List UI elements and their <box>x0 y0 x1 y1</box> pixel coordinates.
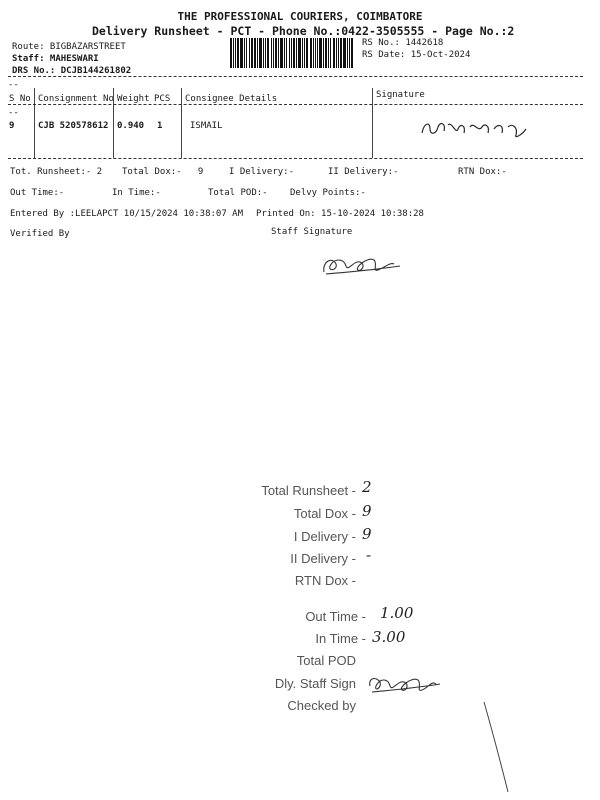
row-weight: 0.940 <box>117 121 145 131</box>
company-title: THE PROFESSIONAL COURIERS, COIMBATORE <box>177 10 423 23</box>
barcode-bar <box>338 38 339 68</box>
barcode-bar <box>319 38 322 68</box>
barcode-bar <box>333 38 335 68</box>
barcode-bar <box>257 38 258 68</box>
barcode-bar <box>275 38 277 68</box>
stamp-ii-delivery: II Delivery - <box>290 551 356 566</box>
ii-delivery: II Delivery:- <box>328 167 399 177</box>
barcode-bar <box>323 38 324 68</box>
col-divider <box>113 88 114 158</box>
stamp-value: - <box>366 546 372 564</box>
route-label: Route: BIGBAZARSTREET <box>12 42 126 52</box>
in-time: In Time:- <box>112 188 161 198</box>
verified-by: Verified By <box>10 229 70 239</box>
divider <box>8 104 583 105</box>
barcode-bar <box>293 38 295 68</box>
barcode-bar <box>317 38 318 68</box>
total-dox: Total Dox:- 9 <box>122 167 204 177</box>
col-signature: Signature <box>376 90 425 100</box>
stamp-total-pod: Total POD <box>296 653 356 668</box>
barcode-bar <box>265 38 266 68</box>
barcode-bar <box>278 38 279 68</box>
rtn-dox: RTN Dox:- <box>458 167 507 177</box>
barcode-bar <box>325 38 327 68</box>
stamp-value: 1.00 <box>380 604 414 622</box>
barcode-bar <box>313 38 314 68</box>
barcode-bar <box>289 38 290 68</box>
stamp-rtn-dox: RTN Dox - <box>294 573 356 588</box>
dash-mark: -- <box>8 108 19 118</box>
barcode-bar <box>349 38 350 68</box>
col-pcs: PCS <box>154 94 171 104</box>
rs-number: RS No.: 1442618 <box>362 38 444 48</box>
barcode-bar <box>246 38 247 68</box>
delvy-points: Delvy Points:- <box>290 188 366 198</box>
drs-number: DRS No.: DCJB144261802 <box>12 66 132 76</box>
stamp-signature <box>366 670 446 698</box>
col-consignment: Consignment No <box>38 94 114 104</box>
stamp-value: 3.00 <box>372 628 406 646</box>
barcode-bar <box>251 38 253 68</box>
barcode-bar <box>298 38 301 68</box>
total-pod: Total POD:- <box>208 188 268 198</box>
stamp-staff-sign: Dly. Staff Sign <box>274 676 356 691</box>
scan-mark <box>482 700 512 795</box>
row-pcs: 1 <box>157 121 163 131</box>
staff-signature-label: Staff Signature <box>271 227 353 237</box>
barcode-bar <box>296 38 297 68</box>
stamp-i-delivery: I Delivery - <box>293 529 356 544</box>
barcode-bar <box>286 38 287 68</box>
barcode-bar <box>240 38 243 68</box>
barcode-bar <box>263 38 264 68</box>
row-consignment: CJB 520578612 <box>38 121 109 131</box>
col-weight: Weight <box>117 94 150 104</box>
row-sno: 9 <box>9 121 15 131</box>
barcode-bar <box>328 38 329 68</box>
barcode <box>230 38 354 68</box>
divider <box>8 158 583 159</box>
barcode-bar <box>330 38 331 68</box>
col-consignee: Consignee Details <box>185 94 278 104</box>
barcode-bar <box>259 38 262 68</box>
runsheet-subtitle: Delivery Runsheet - PCT - Phone No.:0422-3505555 - Page No.:2 <box>92 24 515 38</box>
barcode-bar <box>237 38 239 68</box>
tot-runsheet: Tot. Runsheet:- 2 <box>10 167 103 177</box>
staff-signature <box>318 248 408 278</box>
stamp-value: 9 <box>362 502 372 520</box>
col-divider <box>34 88 35 158</box>
stamp-value: 9 <box>362 525 372 543</box>
barcode-bar <box>302 38 303 68</box>
barcode-bar <box>249 38 250 68</box>
barcode-bar <box>235 38 236 68</box>
col-sno: S No <box>9 94 31 104</box>
barcode-bar <box>291 38 292 68</box>
barcode-bar <box>233 38 234 68</box>
barcode-bar <box>306 38 308 68</box>
col-divider <box>181 88 182 158</box>
row-consignee: ISMAIL <box>190 121 223 131</box>
out-time: Out Time:- <box>10 188 65 198</box>
stamp-total-dox: Total Dox - <box>293 506 356 521</box>
rs-date: RS Date: 15-Oct-2024 <box>362 50 471 60</box>
col-divider <box>372 88 373 158</box>
stamp-in-time: In Time - <box>315 631 366 646</box>
staff-label: Staff: MAHESWARI <box>12 54 99 64</box>
entered-by: Entered By :LEELAPCT 10/15/2024 10:38:07 AM <box>10 209 243 219</box>
barcode-bar <box>284 38 286 68</box>
barcode-bar <box>304 38 305 68</box>
barcode-bar <box>244 38 245 68</box>
dash-mark: -- <box>8 80 19 90</box>
stamp-value: 2 <box>362 478 372 496</box>
barcode-bar <box>273 38 274 68</box>
barcode-bar <box>230 38 232 68</box>
printed-on: Printed On: 15-10-2024 10:38:28 <box>256 209 424 219</box>
barcode-bar <box>254 38 256 68</box>
barcode-bar <box>347 38 348 68</box>
barcode-bar <box>280 38 283 68</box>
barcode-bar <box>310 38 312 68</box>
stamp-total-runsheet: Total Runsheet - <box>261 483 356 498</box>
stamp-out-time: Out Time - <box>305 609 366 624</box>
barcode-bar <box>336 38 337 68</box>
barcode-bar <box>340 38 342 68</box>
divider <box>8 76 583 77</box>
stamp-checked-by: Checked by <box>287 698 356 713</box>
i-delivery: I Delivery:- <box>229 167 295 177</box>
barcode-bar <box>351 38 353 68</box>
barcode-bar <box>267 38 269 68</box>
recipient-signature <box>418 115 533 143</box>
barcode-bar <box>271 38 272 68</box>
barcode-bar <box>315 38 316 68</box>
barcode-bar <box>343 38 346 68</box>
